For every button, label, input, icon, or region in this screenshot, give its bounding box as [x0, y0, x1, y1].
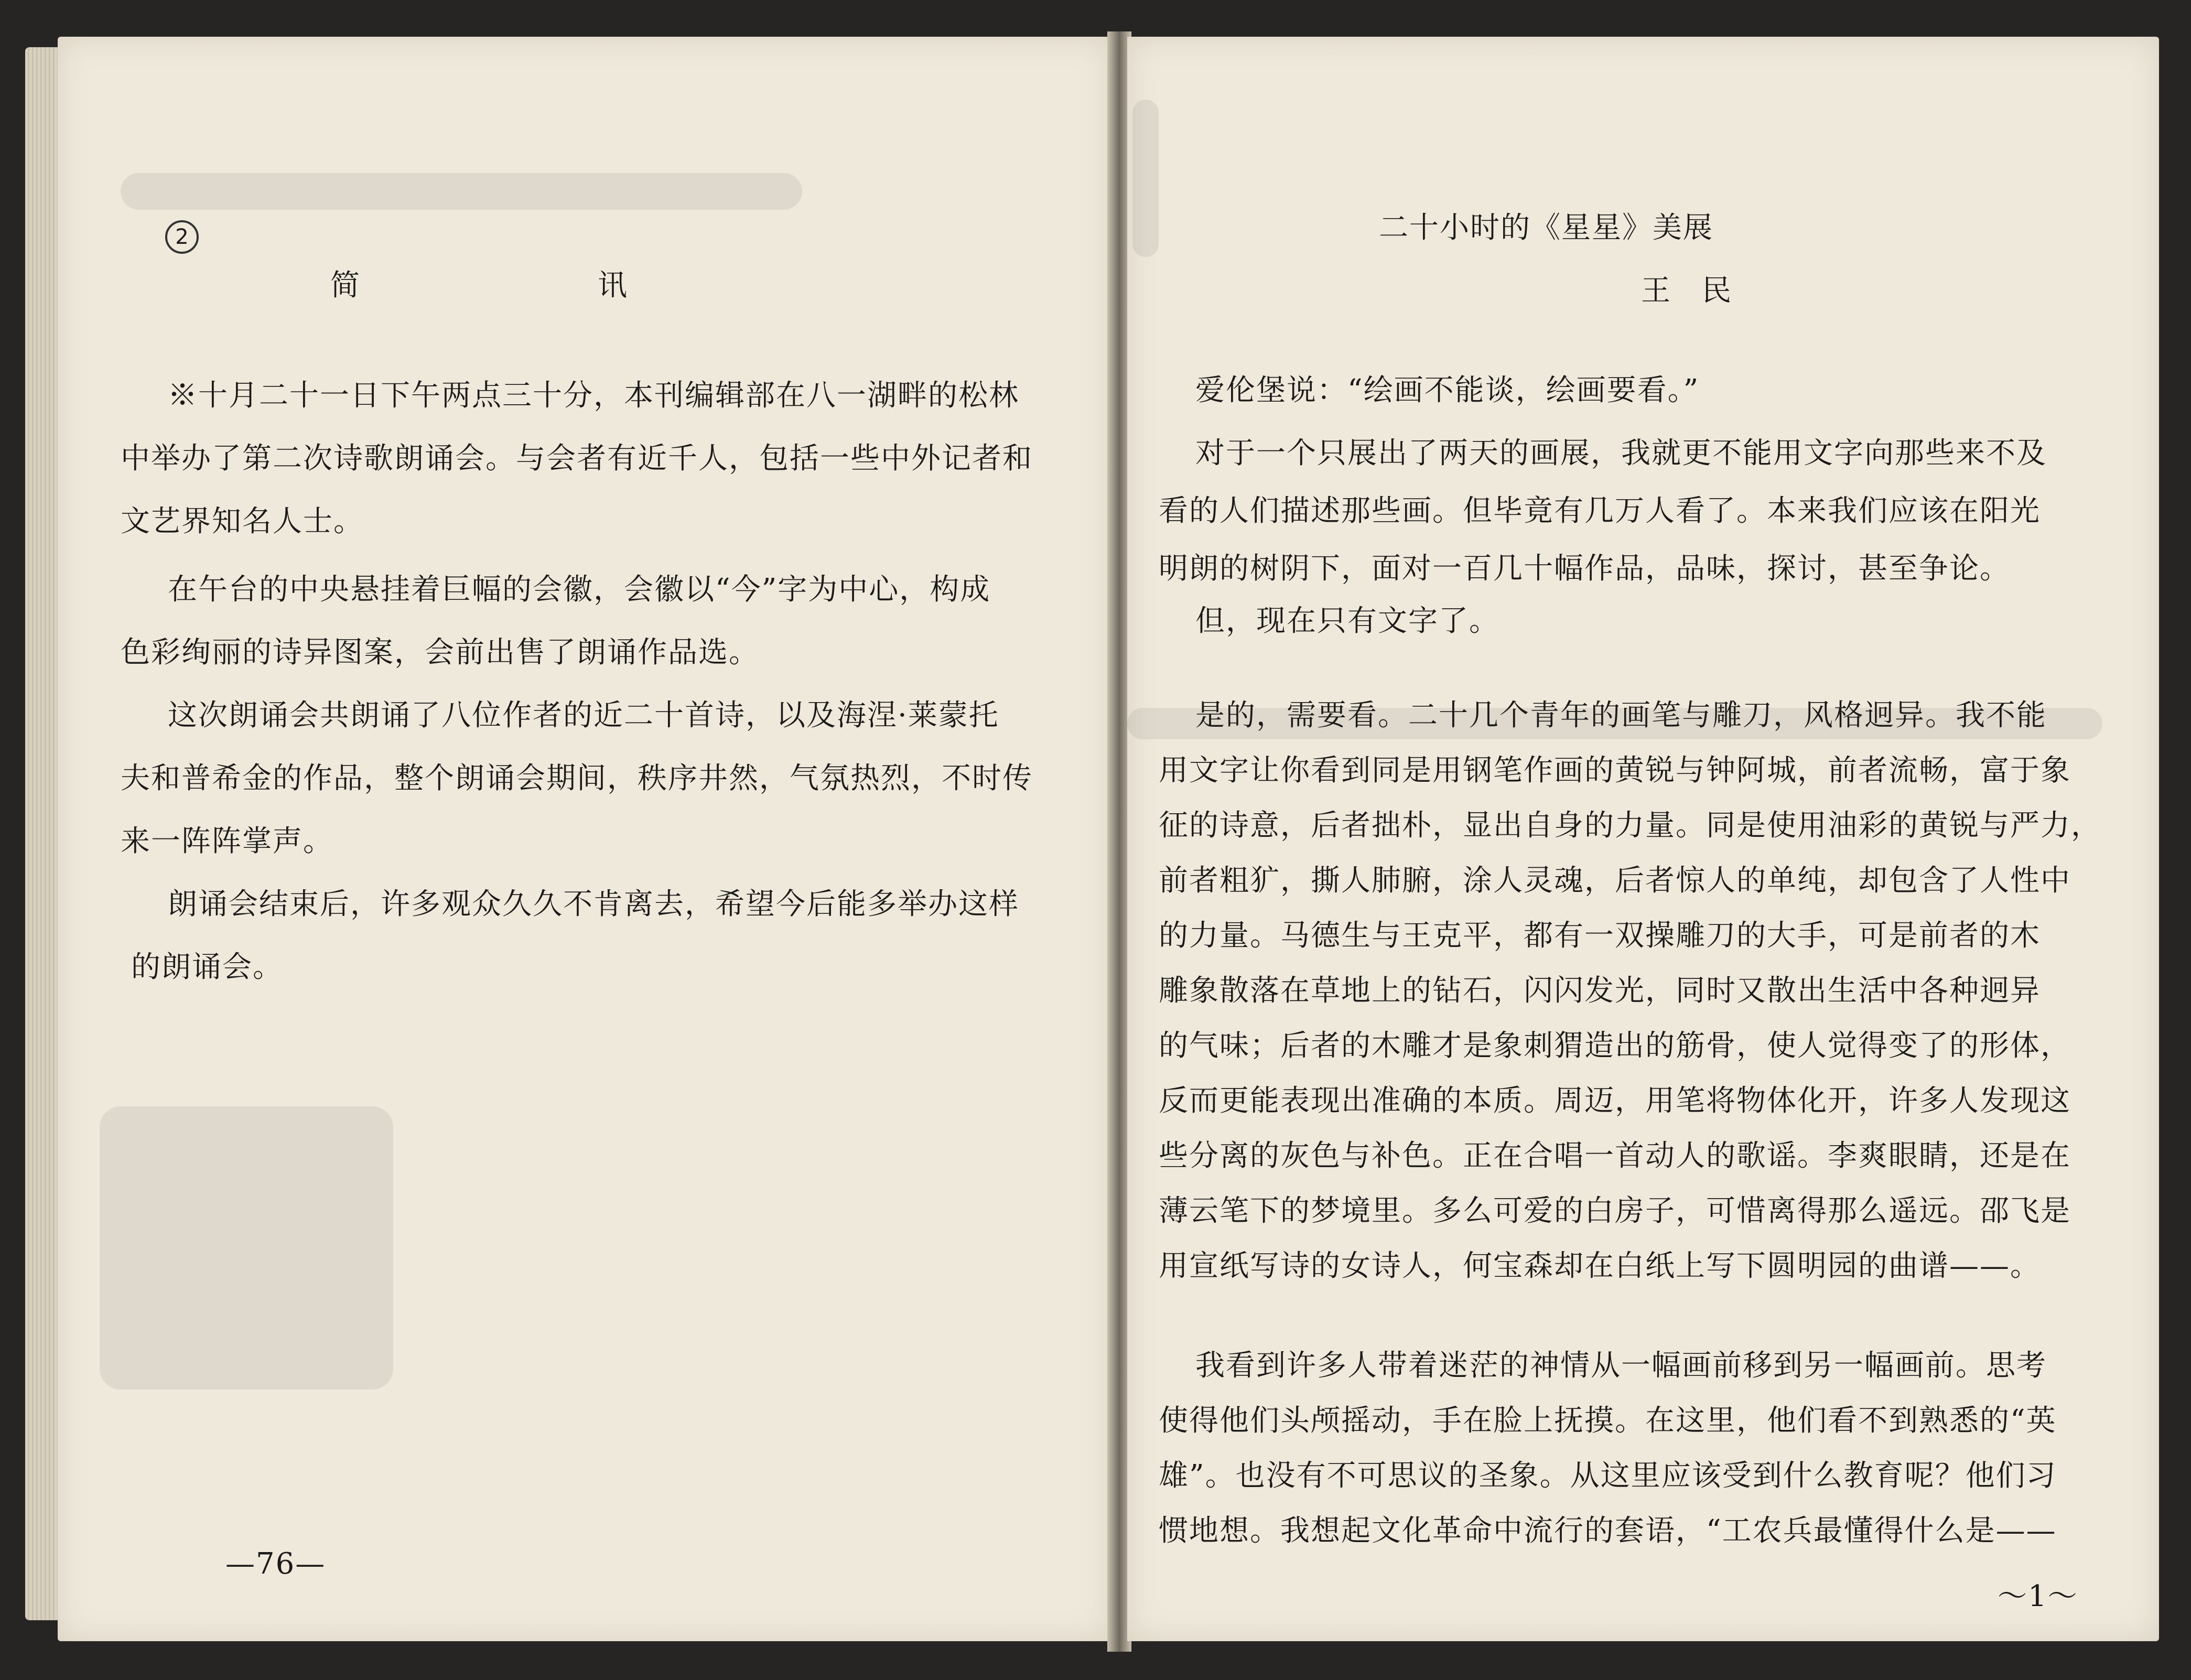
left-paragraph-line: 中举办了第二次诗歌朗诵会。与会者有近千人，包括一些中外记者和 — [121, 441, 1033, 476]
right-paragraph-line: 反而更能表现出准确的本质。周迈，用笔将物体化开，许多人发现这 — [1159, 1084, 2071, 1118]
left-paragraph-line: 夫和普希金的作品，整个朗诵会期间，秩序井然，气氛热烈，不时传 — [121, 761, 1033, 795]
left-header-title: 简 — [330, 268, 361, 303]
right-paragraph-line: 用文字让你看到同是用钢笔作画的黄锐与钟阿城，前者流畅，富于象 — [1159, 753, 2071, 788]
right-paragraph-line: 对于一个只展出了两天的画展，我就更不能用文字向那些来不及 — [1195, 436, 2047, 470]
right-paragraph-line: 但，现在只有文字了。 — [1195, 604, 1499, 638]
right-paragraph-line: 征的诗意，后者拙朴，显出自身的力量。同是使用油彩的黄锐与严力， — [1159, 809, 2101, 843]
article-title: 二十小时的《星星》美展 — [1379, 211, 1713, 245]
right-paragraph-line: 用宣纸写诗的女诗人，何宝森却在白纸上写下圆明园的曲谱——。 — [1159, 1249, 2041, 1283]
right-paragraph-line: 雄”。也没有不可思议的圣象。从这里应该受到什么教育呢？他们习 — [1159, 1459, 2057, 1493]
right-paragraph-line: 明朗的树阴下，面对一百几十幅作品，品味，探讨，甚至争论。 — [1159, 552, 2010, 586]
right-paragraph-line: 薄云笔下的梦境里。多么可爱的白房子，可惜离得那么遥远。邵飞是 — [1159, 1194, 2071, 1228]
right-paragraph-line: 些分离的灰色与补色。正在合唱一首动人的歌谣。李爽眼睛，还是在 — [1159, 1139, 2071, 1173]
right-paragraph-line: 使得他们头颅摇动，手在脸上抚摸。在这里，他们看不到熟悉的“英 — [1159, 1404, 2057, 1438]
left-paragraph-line: ※十月二十一日下午两点三十分，本刊编辑部在八一湖畔的松林 — [168, 379, 1019, 413]
right-paragraph-line: 是的，需要看。二十几个青年的画笔与雕刀，风格迥异。我不能 — [1195, 698, 2047, 733]
right-paragraph-line: 我看到许多人带着迷茫的神情从一幅画前移到另一幅画前。思考 — [1195, 1349, 2047, 1383]
right-paragraph-line: 雕象散落在草地上的钻石，闪闪发光，同时又散出生活中各种迥异 — [1159, 974, 2041, 1008]
right-paragraph-line: 看的人们描述那些画。但毕竟有几万人看了。本来我们应该在阳光 — [1159, 494, 2041, 528]
page-edges — [25, 47, 62, 1620]
left-paragraph-line: 朗诵会结束后，许多观众久久不肯离去，希望今后能多举办这样 — [168, 887, 1019, 921]
left-paragraph-line: 色彩绚丽的诗异图案，会前出售了朗诵作品选。 — [121, 636, 759, 670]
right-page — [1127, 37, 2159, 1641]
right-paragraph-line: 的力量。马德生与王克平，都有一双操雕刀的大手，可是前者的木 — [1159, 919, 2041, 953]
left-paragraph-line: 来一阵阵掌声。 — [121, 824, 333, 858]
left-paragraph-line: 文艺界知名人士。 — [121, 504, 364, 539]
right-page-number: ～1～ — [1998, 1579, 2078, 1613]
right-paragraph-line: 惯地想。我想起文化革命中流行的套语，“工农兵最懂得什么是—— — [1159, 1514, 2057, 1548]
right-paragraph-line: 爱伦堡说：“绘画不能谈，绘画要看。” — [1195, 373, 1700, 407]
right-paragraph-line: 的气味；后者的木雕才是象刺猬造出的筋骨，使人觉得变了的形体， — [1159, 1029, 2071, 1063]
article-author: 王 民 — [1641, 274, 1732, 308]
page-circle-number: 2 — [165, 220, 199, 254]
left-paragraph-line: 在午台的中央悬挂着巨幅的会徽，会徽以“今”字为中心，构成 — [168, 573, 991, 607]
left-paragraph-line: 这次朗诵会共朗诵了八位作者的近二十首诗，以及海涅·莱蒙托 — [168, 698, 999, 733]
left-header-title-2: 讯 — [598, 268, 628, 303]
left-page-number: —76— — [225, 1547, 326, 1581]
left-page — [58, 37, 1111, 1641]
right-paragraph-line: 前者粗犷，撕人肺腑，涂人灵魂，后者惊人的单纯，却包含了人性中 — [1159, 864, 2071, 898]
left-paragraph-line: 的朗诵会。 — [131, 950, 283, 984]
